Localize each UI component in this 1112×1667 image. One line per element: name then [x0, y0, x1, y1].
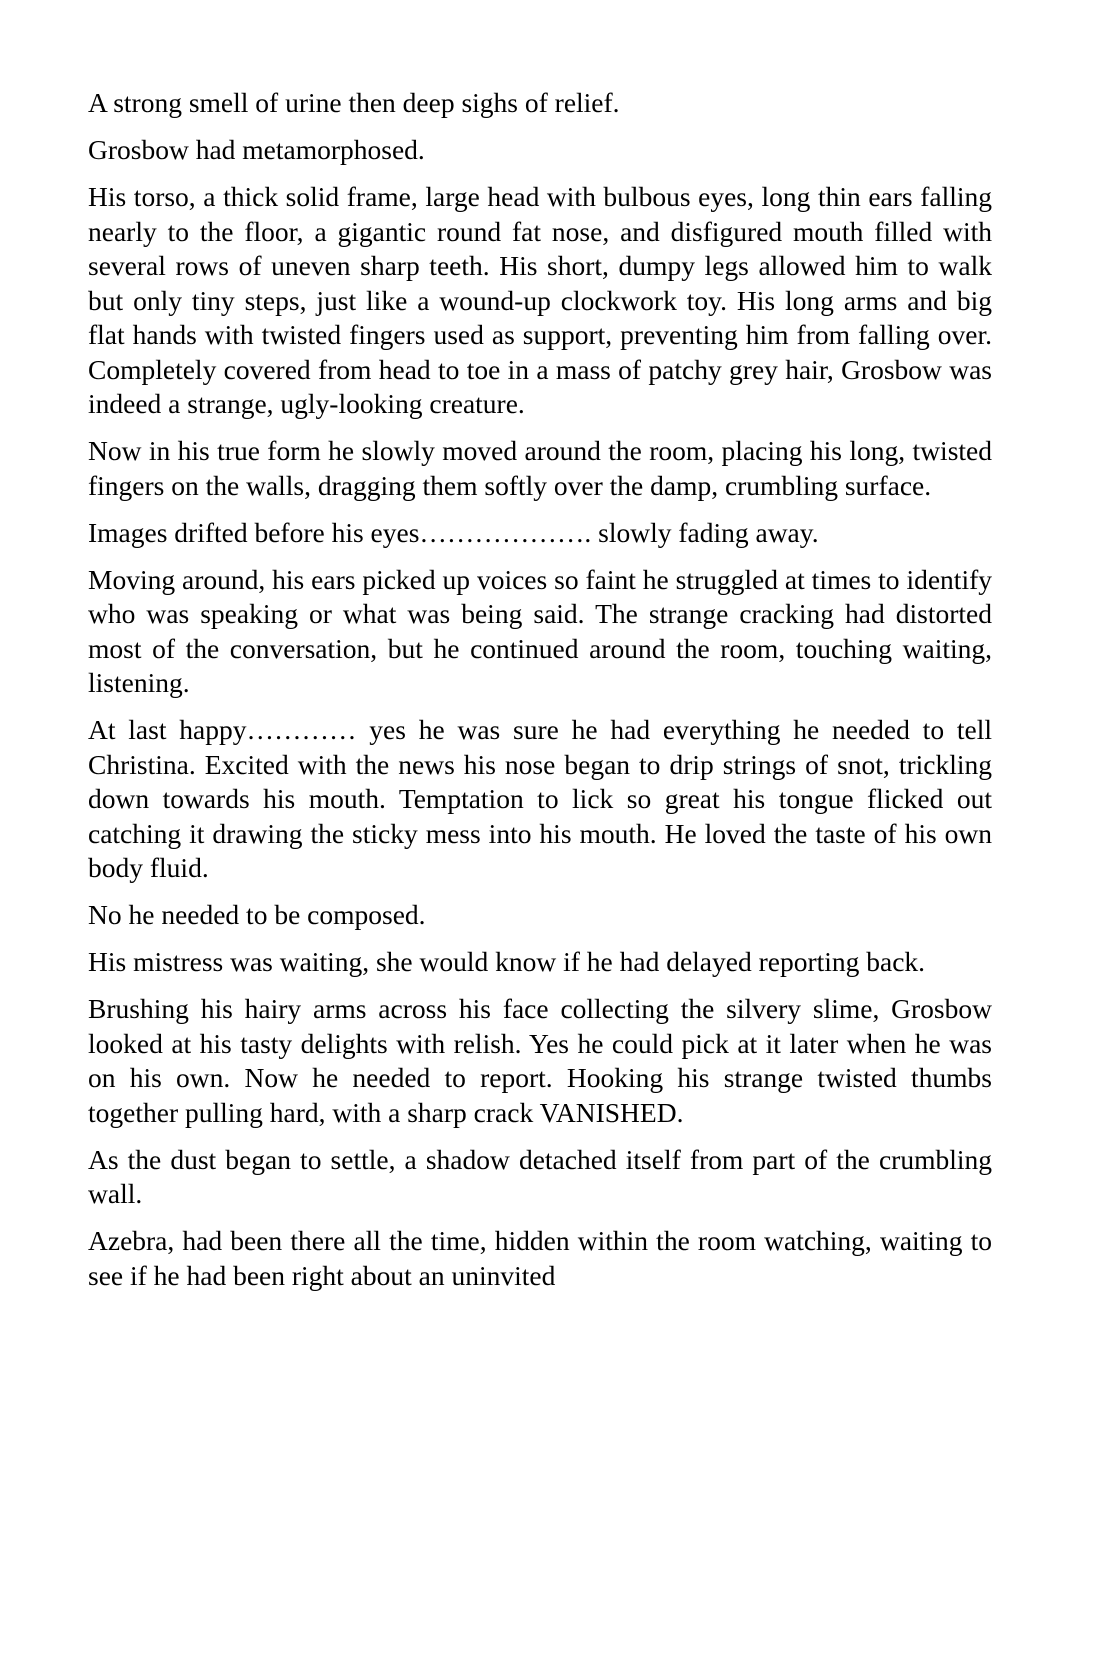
paragraph: At last happy………… yes he was sure he had everything he needed to tell Christina. Excited with the news his nose began to drip strings of snot, trickling down towards his mouth. Temptation to lick so great his tongue flicked out catching it drawing the sticky mess into his mouth. He loved the taste of his own body fluid.: [88, 714, 992, 883]
paragraph: Brushing his hairy arms across his face collecting the silvery slime, Grosbow looked at his tasty delights with relish. Yes he could pick at it later when he was on his own. Now he needed to report. Hooking his strange twisted thumbs together pulling hard, with a sharp crack VANISHED.: [88, 993, 992, 1128]
paragraph: A strong smell of urine then deep sighs of relief.: [88, 87, 620, 118]
paragraph: Now in his true form he slowly moved around the room, placing his long, twisted fingers on the walls, dragging them softly over the damp, crumbling surface.: [88, 435, 992, 501]
paragraph: Grosbow had metamorphosed.: [88, 134, 425, 165]
paragraph: No he needed to be composed.: [88, 899, 426, 930]
paragraph: As the dust began to settle, a shadow detached itself from part of the crumbling wall.: [88, 1143, 992, 1209]
paragraph: Moving around, his ears picked up voices so faint he struggled at times to identify who was speaking or what was being said. The strange cracking had distorted most of the conversation, but he continued around the room, touching waiting, listening.: [88, 563, 992, 698]
paragraph: Images drifted before his eyes………………. slowly fading away.: [88, 516, 819, 548]
paragraph: Azebra, had been there all the time, hidden within the room watching, waiting to see if he had been right about an uninvited: [88, 1225, 992, 1291]
paragraph: His mistress was waiting, she would know if he had delayed reporting back.: [88, 946, 926, 977]
paragraph: His torso, a thick solid frame, large head with bulbous eyes, long thin ears falling nearly to the floor, a gigantic round fat nose, and disfigured mouth filled with several rows of uneven sharp teeth. His short, dumpy legs allowed him to walk but only tiny steps, just like a wound-up clockwork toy. His long arms and big flat hands with twisted fingers used as support, preventing him from falling over. Completely covered from head to toe in a mass of patchy grey hair, Grosbow was indeed a strange, ugly-looking creature.: [88, 181, 992, 419]
